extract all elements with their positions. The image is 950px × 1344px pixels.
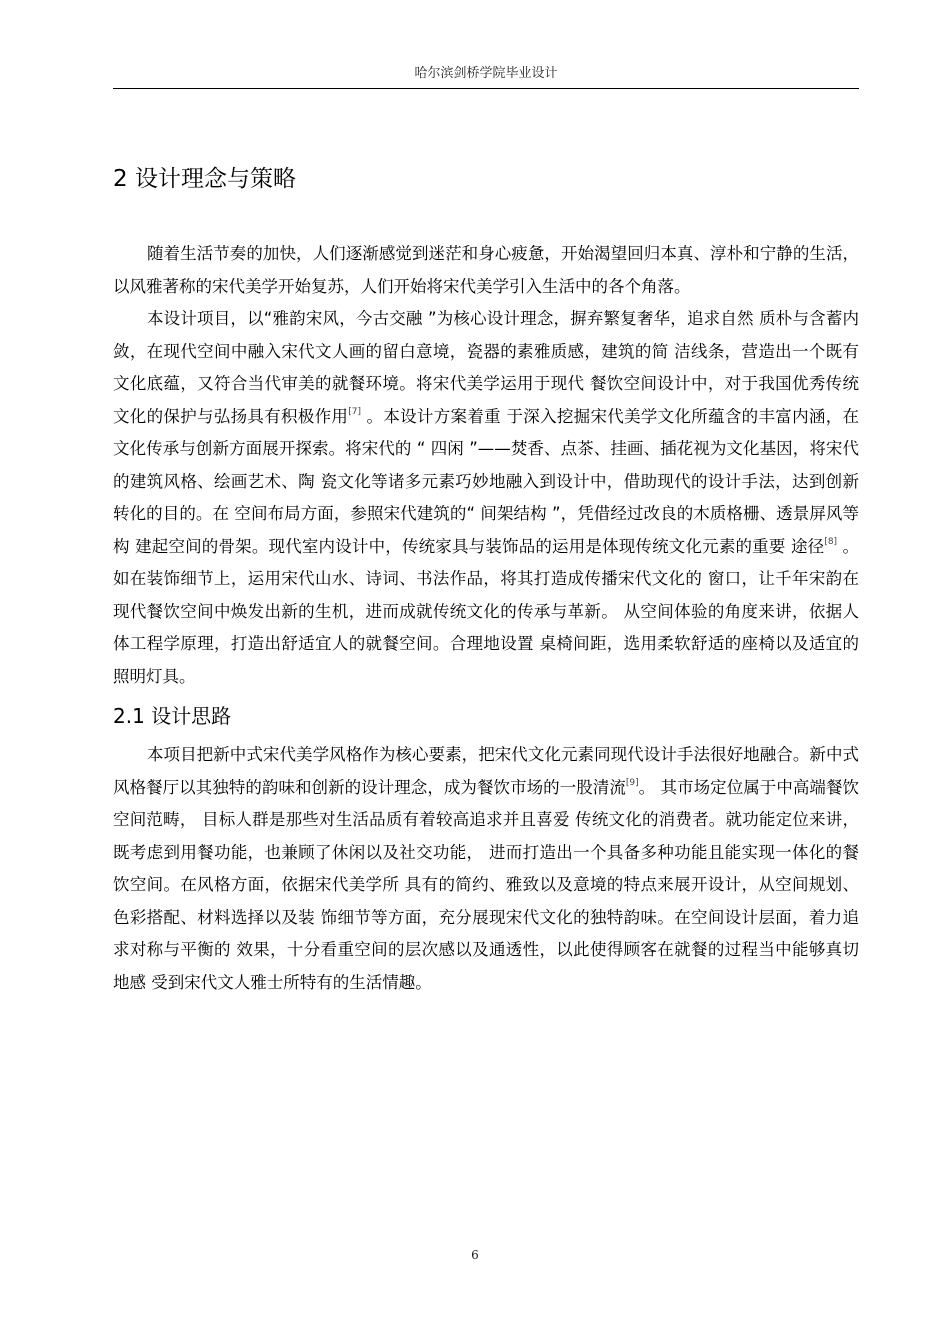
paragraph-text: 本项目把新中式宋代美学风格作为核心要素，把宋代文化元素同现代设计手法很好地融合。新中式风格餐厅以其独特的韵味和创新的设计理念，成为餐饮市场的一股清流	[113, 745, 859, 797]
paragraph-text: 。如在装饰细节上，运用宋代山水、诗词、书法作品，将其打造成传播宋代文化的 窗口，让千年宋韵在现代餐饮空间中焕发出新的生机，进而成就传统文化的传承与革新。 从空间体验的角度来讲，依据人体工程学原理，打造出舒适宜人的就餐空间。合理地设置 桌椅间距，选用柔软舒适的座椅以及适宜的照明灯具。	[113, 536, 859, 686]
page-header	[113, 60, 859, 89]
citation-ref: [9]	[625, 777, 639, 788]
section-title: 2 设计理念与策略	[113, 166, 296, 192]
paragraph-design-idea	[113, 739, 859, 999]
citation-ref: [8]	[824, 536, 838, 547]
paragraph-design-concept	[113, 303, 859, 693]
paragraph-text: 。 其市场定位属于中高端餐饮空间范畴， 目标人群是那些对生活品质有着较高追求并且喜爱 传统文化的消费者。就功能定位来讲，既考虑到用餐功能，也兼顾了休闲以及社交功能， 进而打造出一个具备多种功能且能实现一体化的餐饮空间。在风格方面，依据宋代美学所 具有的简约、雅致以及意境的特点来展开设计，从空间规划、色彩搭配、材料选择以及装 饰细节等方面，充分展现宋代文化的独特韵味。在空间设计层面，着力追求对称与平衡的 效果，十分看重空间的层次感以及通透性，以此使得顾客在就餐的过程当中能够真切地感 受到宋代文人雅士所特有的生活情趣。	[113, 777, 860, 992]
header-text: 哈尔滨剑桥学院毕业设计	[414, 66, 558, 81]
citation-ref: [7]	[348, 406, 361, 417]
subsection-title: 2.1 设计思路	[113, 704, 232, 728]
document-body	[113, 150, 859, 999]
page-number: 6	[471, 1248, 479, 1262]
section-spacer	[113, 208, 859, 238]
paragraph-text: 本设计项目，以“雅韵宋风，今古交融 ”为核心设计理念，摒弃繁复奢华，追求自然 质朴与含蓄内敛，在现代空间中融入宋代文人画的留白意境，瓷器的素雅质感，建筑的简 洁线条，营造出一个既有文化底蕴，又符合当代审美的就餐环境。将宋代美学运用于现代 餐饮空间设计中，对于我国优秀传统文化的保护与弘扬具有积极作用	[113, 309, 859, 426]
paragraph-text: 。本设计方案着重 于深入挖掘宋代美学文化所蕴含的丰富内涵，在文化传承与创新方面展开探索。将宋代的 “ 四闲 ”——焚香、点茶、挂画、插花视为文化基因，将宋代的建筑风格、绘画艺术、陶 瓷文化等诸多元素巧妙地融入到设计中，借助现代的设计手法，达到创新转化的目的。在 空间布局方面，参照宋代建筑的“ 间架结构 ”，凭借经过改良的木质格栅、透景屏风等构 建起空间的骨架。现代室内设计中，传统家具与装饰品的运用是体现传统文化元素的重要 途径	[113, 406, 859, 556]
paragraph-intro: 随着生活节奏的加快，人们逐渐感觉到迷茫和身心疲惫，开始渴望回归本真、淳朴和宁静的生活，以风雅著称的宋代美学开始复苏，人们开始将宋代美学引入生活中的各个角落。	[113, 244, 859, 296]
